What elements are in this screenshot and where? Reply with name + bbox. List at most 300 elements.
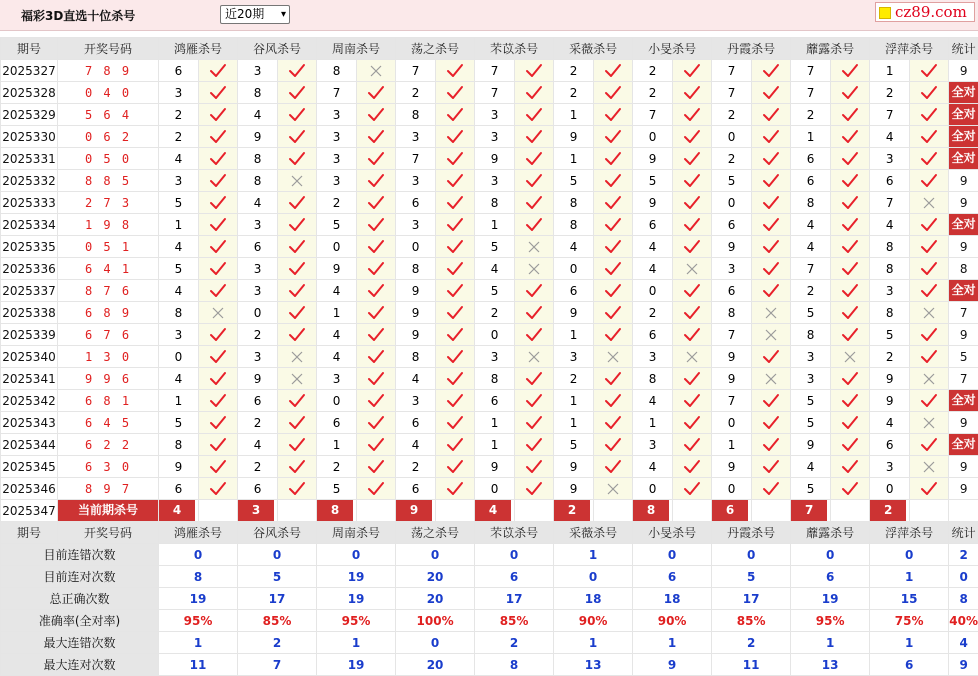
kill-number: 6 — [475, 390, 515, 412]
hit-check-icon — [752, 456, 791, 478]
summary-value: 8 — [159, 566, 238, 588]
kill-number: 8 — [396, 346, 436, 368]
current-kill-number: 2 — [554, 500, 590, 521]
summary-value: 13 — [791, 654, 870, 676]
hit-check-icon — [752, 280, 791, 302]
kill-number: 7 — [396, 148, 436, 170]
kill-number: 4 — [396, 368, 436, 390]
kill-number: 0 — [475, 324, 515, 346]
hit-check-icon — [752, 126, 791, 148]
kill-number: 5 — [159, 258, 199, 280]
hit-check-icon — [199, 258, 238, 280]
kill-number: 2 — [554, 60, 594, 82]
kill-number: 2 — [633, 60, 673, 82]
current-issue-number: 2025347 — [1, 500, 58, 522]
header-expert-4: 芣苡杀号 — [475, 38, 554, 60]
hit-check-icon — [436, 390, 475, 412]
kill-number: 3 — [554, 346, 594, 368]
header-expert-5: 采薇杀号 — [554, 38, 633, 60]
current-kill-spacer — [436, 500, 475, 522]
draw-numbers: 0 5 1 — [58, 236, 159, 258]
kill-number: 9 — [317, 258, 357, 280]
kill-number: 8 — [475, 368, 515, 390]
hit-check-icon — [752, 60, 791, 82]
all-correct-badge: 全对 — [949, 148, 978, 169]
kill-number: 7 — [870, 192, 910, 214]
hit-check-icon — [752, 478, 791, 500]
hit-check-icon — [673, 126, 712, 148]
hit-check-icon — [515, 104, 554, 126]
row-stat: 9 — [949, 192, 978, 214]
hit-check-icon — [515, 60, 554, 82]
issue-number: 2025340 — [1, 346, 58, 368]
kill-number: 6 — [633, 324, 673, 346]
summary-value: 0 — [791, 544, 870, 566]
hit-check-icon — [673, 368, 712, 390]
draw-numbers: 8 7 6 — [58, 280, 159, 302]
hit-check-icon — [752, 412, 791, 434]
hit-check-icon — [278, 390, 317, 412]
miss-cross-icon — [515, 236, 554, 258]
hit-check-icon — [594, 60, 633, 82]
miss-cross-icon — [910, 368, 949, 390]
kill-number: 8 — [554, 192, 594, 214]
kill-number: 2 — [791, 104, 831, 126]
kill-number: 0 — [159, 346, 199, 368]
issue-number: 2025332 — [1, 170, 58, 192]
summary-value: 19 — [159, 588, 238, 610]
row-stat — [949, 82, 978, 104]
kill-number: 2 — [159, 126, 199, 148]
summary-value: 1 — [633, 632, 712, 654]
kill-number: 3 — [791, 346, 831, 368]
kill-number: 5 — [475, 236, 515, 258]
hit-check-icon — [436, 214, 475, 236]
kill-number: 6 — [633, 214, 673, 236]
kill-number: 7 — [475, 60, 515, 82]
header-expert-0: 鸿雁杀号 — [159, 38, 238, 60]
issue-number: 2025341 — [1, 368, 58, 390]
row-stat: 9 — [949, 412, 978, 434]
summary-value: 85% — [238, 610, 317, 632]
current-kill-cell — [791, 500, 831, 522]
summary-label: 目前连错次数 — [1, 544, 159, 566]
kill-number: 9 — [633, 192, 673, 214]
summary-value: 17 — [712, 588, 791, 610]
current-kill-cell — [159, 500, 199, 522]
hit-check-icon — [673, 214, 712, 236]
kill-number: 8 — [633, 368, 673, 390]
hit-check-icon — [594, 236, 633, 258]
hit-check-icon — [910, 434, 949, 456]
hit-check-icon — [278, 214, 317, 236]
kill-number: 9 — [475, 148, 515, 170]
hit-check-icon — [594, 412, 633, 434]
kill-number: 3 — [396, 214, 436, 236]
hit-check-icon — [357, 170, 396, 192]
draw-numbers: 6 8 9 — [58, 302, 159, 324]
kill-number: 8 — [791, 324, 831, 346]
kill-number: 5 — [791, 390, 831, 412]
kill-number: 4 — [317, 346, 357, 368]
hit-check-icon — [199, 214, 238, 236]
hit-check-icon — [752, 192, 791, 214]
summary-value: 2 — [712, 632, 791, 654]
summary-value: 0 — [317, 544, 396, 566]
hit-check-icon — [278, 434, 317, 456]
hit-check-icon — [515, 82, 554, 104]
kill-number: 4 — [870, 412, 910, 434]
hit-check-icon — [278, 126, 317, 148]
row-stat: 9 — [949, 60, 978, 82]
header-expert-0: 鸿雁杀号 — [159, 522, 238, 544]
summary-row — [1, 588, 978, 610]
table-row — [1, 346, 978, 368]
issue-number: 2025337 — [1, 280, 58, 302]
issue-number: 2025339 — [1, 324, 58, 346]
hit-check-icon — [515, 478, 554, 500]
hit-check-icon — [278, 456, 317, 478]
kill-number: 3 — [238, 60, 278, 82]
kill-number: 1 — [475, 434, 515, 456]
hit-check-icon — [278, 478, 317, 500]
hit-check-icon — [910, 214, 949, 236]
hit-check-icon — [199, 390, 238, 412]
hit-check-icon — [357, 104, 396, 126]
row-stat: 9 — [949, 478, 978, 500]
summary-value: 5 — [238, 566, 317, 588]
miss-cross-icon — [673, 346, 712, 368]
table-row — [1, 478, 978, 500]
hit-check-icon — [831, 434, 870, 456]
all-correct-badge: 全对 — [949, 280, 978, 301]
draw-numbers: 6 3 0 — [58, 456, 159, 478]
hit-check-icon — [357, 236, 396, 258]
kill-number: 9 — [870, 390, 910, 412]
hit-check-icon — [436, 258, 475, 280]
hit-check-icon — [199, 60, 238, 82]
kill-number: 8 — [791, 192, 831, 214]
kill-number: 0 — [633, 478, 673, 500]
table-row — [1, 412, 978, 434]
kill-number: 5 — [159, 192, 199, 214]
kill-number: 9 — [712, 368, 752, 390]
kill-number: 3 — [317, 104, 357, 126]
kill-number: 7 — [712, 324, 752, 346]
hit-check-icon — [594, 170, 633, 192]
hit-check-icon — [910, 324, 949, 346]
kill-number: 3 — [475, 104, 515, 126]
kill-number: 0 — [317, 390, 357, 412]
hit-check-icon — [752, 346, 791, 368]
hit-check-icon — [515, 434, 554, 456]
kill-number: 9 — [870, 368, 910, 390]
kill-number: 4 — [791, 214, 831, 236]
kill-number: 5 — [159, 412, 199, 434]
draw-numbers: 0 6 2 — [58, 126, 159, 148]
hit-check-icon — [199, 412, 238, 434]
miss-cross-icon — [752, 324, 791, 346]
summary-label: 最大连对次数 — [1, 654, 159, 676]
hit-check-icon — [752, 170, 791, 192]
logo-square-icon — [879, 7, 891, 19]
hit-check-icon — [199, 236, 238, 258]
row-stat: 8 — [949, 258, 978, 280]
draw-numbers: 9 9 6 — [58, 368, 159, 390]
kill-number: 6 — [791, 148, 831, 170]
summary-value: 18 — [633, 588, 712, 610]
hit-check-icon — [910, 258, 949, 280]
hit-check-icon — [673, 192, 712, 214]
hit-check-icon — [673, 478, 712, 500]
hit-check-icon — [910, 148, 949, 170]
summary-value: 17 — [475, 588, 554, 610]
table-row — [1, 434, 978, 456]
kill-number: 4 — [633, 456, 673, 478]
hit-check-icon — [436, 456, 475, 478]
header-expert-4: 芣苡杀号 — [475, 522, 554, 544]
summary-row — [1, 632, 978, 654]
kill-number: 7 — [791, 82, 831, 104]
kill-number: 3 — [238, 346, 278, 368]
summary-value: 19 — [791, 588, 870, 610]
kill-number: 9 — [712, 236, 752, 258]
hit-check-icon — [594, 456, 633, 478]
miss-cross-icon — [594, 478, 633, 500]
kill-number: 6 — [870, 434, 910, 456]
all-correct-badge: 全对 — [949, 434, 978, 455]
kill-number: 5 — [633, 170, 673, 192]
hit-check-icon — [515, 302, 554, 324]
row-stat: 7 — [949, 302, 978, 324]
table-row — [1, 236, 978, 258]
hit-check-icon — [278, 82, 317, 104]
hit-check-icon — [515, 368, 554, 390]
hit-check-icon — [831, 104, 870, 126]
logo-text: cz89.com — [895, 3, 967, 21]
hit-check-icon — [910, 126, 949, 148]
summary-row — [1, 544, 978, 566]
header-expert-3: 荡之杀号 — [396, 38, 475, 60]
kill-number: 4 — [159, 280, 199, 302]
kill-number: 1 — [554, 412, 594, 434]
hit-check-icon — [357, 346, 396, 368]
summary-value: 0 — [396, 544, 475, 566]
kill-number: 6 — [159, 60, 199, 82]
kill-number: 2 — [633, 82, 673, 104]
hit-check-icon — [357, 324, 396, 346]
hit-check-icon — [673, 434, 712, 456]
summary-total: 4 — [949, 632, 978, 654]
summary-value: 85% — [712, 610, 791, 632]
header-expert-2: 周南杀号 — [317, 38, 396, 60]
hit-check-icon — [594, 280, 633, 302]
kill-number: 3 — [791, 368, 831, 390]
miss-cross-icon — [278, 368, 317, 390]
top-bar — [0, 0, 978, 31]
all-correct-badge: 全对 — [949, 214, 978, 235]
kill-number: 2 — [554, 368, 594, 390]
current-kill-number: 9 — [396, 500, 432, 521]
header-expert-6: 小旻杀号 — [633, 38, 712, 60]
summary-value: 0 — [554, 566, 633, 588]
summary-value: 11 — [159, 654, 238, 676]
issue-number: 2025335 — [1, 236, 58, 258]
draw-numbers: 6 2 2 — [58, 434, 159, 456]
summary-value: 90% — [633, 610, 712, 632]
kill-number: 3 — [396, 170, 436, 192]
kill-number: 8 — [712, 302, 752, 324]
kill-number: 3 — [317, 170, 357, 192]
hit-check-icon — [831, 412, 870, 434]
table-row — [1, 368, 978, 390]
issue-number: 2025331 — [1, 148, 58, 170]
kill-number: 8 — [159, 302, 199, 324]
miss-cross-icon — [673, 258, 712, 280]
current-kill-cell — [238, 500, 278, 522]
hit-check-icon — [199, 368, 238, 390]
miss-cross-icon — [278, 346, 317, 368]
kill-number: 4 — [159, 368, 199, 390]
kill-number: 8 — [870, 258, 910, 280]
header-expert-6: 小旻杀号 — [633, 522, 712, 544]
summary-value: 8 — [475, 654, 554, 676]
miss-cross-icon — [910, 412, 949, 434]
kill-number: 8 — [159, 434, 199, 456]
hit-check-icon — [752, 104, 791, 126]
hit-check-icon — [436, 412, 475, 434]
issue-number: 2025327 — [1, 60, 58, 82]
summary-total: 8 — [949, 588, 978, 610]
table-row — [1, 82, 978, 104]
kill-number: 4 — [159, 148, 199, 170]
summary-total: 9 — [949, 654, 978, 676]
summary-value: 11 — [712, 654, 791, 676]
kill-number: 3 — [317, 126, 357, 148]
summary-value: 85% — [475, 610, 554, 632]
summary-value: 13 — [554, 654, 633, 676]
current-kill-number: 2 — [870, 500, 906, 521]
kill-number: 3 — [870, 148, 910, 170]
miss-cross-icon — [910, 302, 949, 324]
kill-number: 9 — [554, 302, 594, 324]
current-kill-label: 当前期杀号 — [58, 500, 158, 521]
hit-check-icon — [278, 258, 317, 280]
header-numbers: 开奖号码 — [58, 38, 159, 60]
current-kill-spacer — [910, 500, 949, 522]
hit-check-icon — [752, 434, 791, 456]
hit-check-icon — [357, 214, 396, 236]
summary-value: 19 — [317, 588, 396, 610]
table-row — [1, 192, 978, 214]
summary-value: 5 — [712, 566, 791, 588]
draw-numbers: 7 8 9 — [58, 60, 159, 82]
table-row — [1, 456, 978, 478]
kill-number: 0 — [396, 236, 436, 258]
kill-number: 4 — [396, 434, 436, 456]
kill-number: 1 — [554, 390, 594, 412]
row-stat — [949, 104, 978, 126]
hit-check-icon — [436, 126, 475, 148]
kill-number: 4 — [633, 236, 673, 258]
chevron-down-icon: ▾ — [281, 6, 286, 23]
miss-cross-icon — [199, 302, 238, 324]
period-select[interactable] — [220, 5, 290, 24]
summary-value: 6 — [791, 566, 870, 588]
draw-numbers: 2 7 3 — [58, 192, 159, 214]
hit-check-icon — [436, 324, 475, 346]
issue-number: 2025328 — [1, 82, 58, 104]
hit-check-icon — [673, 236, 712, 258]
kill-number: 6 — [791, 170, 831, 192]
site-logo[interactable] — [875, 2, 975, 22]
hit-check-icon — [199, 82, 238, 104]
current-label-cell — [58, 500, 159, 522]
kill-number: 9 — [712, 346, 752, 368]
hit-check-icon — [594, 434, 633, 456]
hit-check-icon — [594, 258, 633, 280]
hit-check-icon — [831, 170, 870, 192]
kill-number: 3 — [870, 280, 910, 302]
hit-check-icon — [673, 390, 712, 412]
kill-number: 3 — [475, 126, 515, 148]
row-stat: 9 — [949, 170, 978, 192]
hit-check-icon — [831, 258, 870, 280]
current-kill-spacer — [673, 500, 712, 522]
row-stat — [949, 214, 978, 236]
kill-number-table — [0, 37, 978, 676]
hit-check-icon — [515, 126, 554, 148]
hit-check-icon — [831, 324, 870, 346]
issue-number: 2025338 — [1, 302, 58, 324]
hit-check-icon — [831, 368, 870, 390]
hit-check-icon — [515, 170, 554, 192]
all-correct-badge: 全对 — [949, 126, 978, 147]
hit-check-icon — [910, 104, 949, 126]
hit-check-icon — [515, 214, 554, 236]
hit-check-icon — [357, 126, 396, 148]
hit-check-icon — [673, 280, 712, 302]
current-kill-spacer — [515, 500, 554, 522]
kill-number: 4 — [870, 214, 910, 236]
hit-check-icon — [831, 478, 870, 500]
summary-value: 90% — [554, 610, 633, 632]
kill-number: 2 — [791, 280, 831, 302]
header-expert-2: 周南杀号 — [317, 522, 396, 544]
draw-numbers: 1 9 8 — [58, 214, 159, 236]
hit-check-icon — [910, 82, 949, 104]
current-kill-spacer — [278, 500, 317, 522]
kill-number: 2 — [159, 104, 199, 126]
header-issue: 期号 — [1, 522, 58, 544]
summary-total: 0 — [949, 566, 978, 588]
kill-number: 5 — [791, 412, 831, 434]
kill-number: 2 — [317, 456, 357, 478]
hit-check-icon — [831, 82, 870, 104]
kill-number: 3 — [870, 456, 910, 478]
hit-check-icon — [831, 148, 870, 170]
kill-number: 8 — [475, 192, 515, 214]
hit-check-icon — [752, 214, 791, 236]
kill-number: 0 — [317, 236, 357, 258]
miss-cross-icon — [357, 60, 396, 82]
hit-check-icon — [594, 82, 633, 104]
hit-check-icon — [752, 148, 791, 170]
kill-number: 3 — [712, 258, 752, 280]
kill-number: 6 — [396, 412, 436, 434]
row-stat — [949, 390, 978, 412]
kill-number: 6 — [238, 390, 278, 412]
